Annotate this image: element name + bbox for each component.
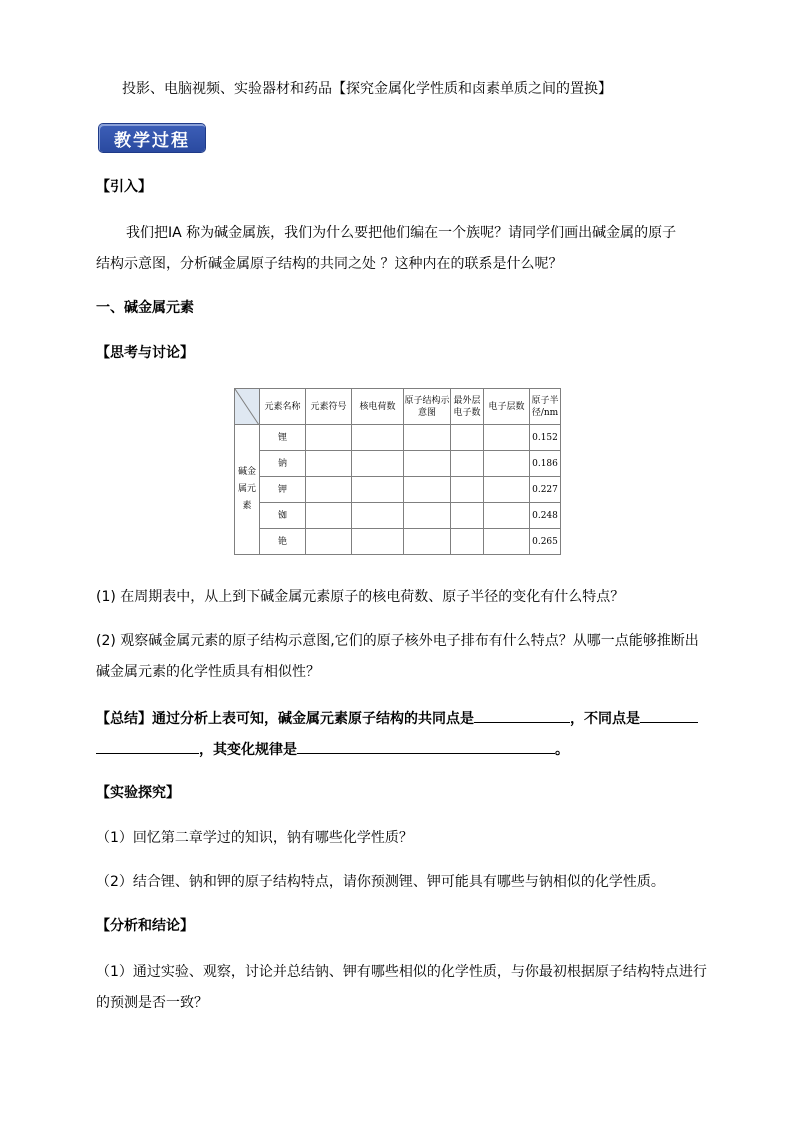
table-header: 最外层电子数 [451,389,484,425]
table-header: 原子半径/nm [530,389,561,425]
materials-line: 投影、电脑视频、实验器材和药品【探究金属化学性质和卤素单质之间的置换】 [122,81,612,97]
section-banner: 教学过程 [99,124,205,152]
atomic-radius: 0.265 [530,529,561,555]
table-header: 元素名称 [260,389,306,425]
summary-text-1: 【总结】通过分析上表可知，碱金属元素原子结构的共同点是 [96,711,474,727]
experiment-heading: 【实验探究】 [96,785,180,801]
atomic-radius: 0.227 [530,477,561,503]
alkali-metal-table [234,388,561,555]
analysis-1-line-1: （1）通过实验、观察，讨论并总结钠、钾有哪些相似的化学性质，与你最初根据原子结构特点进行 [96,964,707,980]
element-name: 铷 [260,503,306,529]
table-header: 电子层数 [484,389,530,425]
intro-line-2: 结构示意图，分析碱金属原子结构的共同之处 ？这种内在的联系是什么呢？ [96,256,563,272]
element-name: 锂 [260,425,306,451]
table-row [235,529,561,555]
table-corner-cell [235,389,260,425]
blank-common-point[interactable] [474,706,570,723]
experiment-2: （2）结合锂、钠和钾的原子结构特点，请你预测锂、钾可能具有哪些与钠相似的化学性质。 [96,874,665,890]
analysis-1-line-2: 的预测是否一致？ [96,995,208,1011]
question-1: (1) 在周期表中，从上到下碱金属元素原子的核电荷数、原子半径的变化有什么特点？ [96,589,625,605]
table-header: 核电荷数 [352,389,404,425]
element-name: 钾 [260,477,306,503]
element-name: 钠 [260,451,306,477]
table-header: 原子结构示意图 [404,389,451,425]
summary-line-2 [96,737,702,760]
atomic-radius: 0.152 [530,425,561,451]
experiment-1: （1）回忆第二章学过的知识，钠有哪些化学性质？ [96,830,413,846]
question-2-line-2: 碱金属元素的化学性质具有相似性？ [96,664,320,680]
blank-difference-2[interactable] [96,737,199,754]
question-2-line-1: (2) 观察碱金属元素的原子结构示意图,它们的原子核外电子排布有什么特点？从哪一点能够推断出 [96,633,699,649]
intro-heading: 【引入】 [96,179,152,195]
atomic-radius: 0.248 [530,503,561,529]
analysis-heading: 【分析和结论】 [96,918,194,934]
table-row [235,477,561,503]
table-row [235,451,561,477]
atomic-radius: 0.186 [530,451,561,477]
discussion-heading: 【思考与讨论】 [96,345,194,361]
summary-text-2: ，不同点是 [570,711,640,727]
intro-line-1: 我们把ⅠA 称为碱金属族，我们为什么要把他们编在一个族呢？请同学们画出碱金属的原子 [126,225,677,241]
table-row [235,425,561,451]
diagonal-line-icon [235,389,259,425]
element-name: 铯 [260,529,306,555]
summary-line-1 [96,706,702,729]
blank-trend[interactable] [297,737,555,754]
table-header: 元素符号 [306,389,352,425]
blank-difference-1[interactable] [640,706,698,723]
section-title: 一、碱金属元素 [96,300,194,316]
summary-text-4: 。 [555,742,569,758]
table-row [235,503,561,529]
summary-text-3: ，其变化规律是 [199,742,297,758]
group-label: 碱金属元素 [235,425,260,555]
